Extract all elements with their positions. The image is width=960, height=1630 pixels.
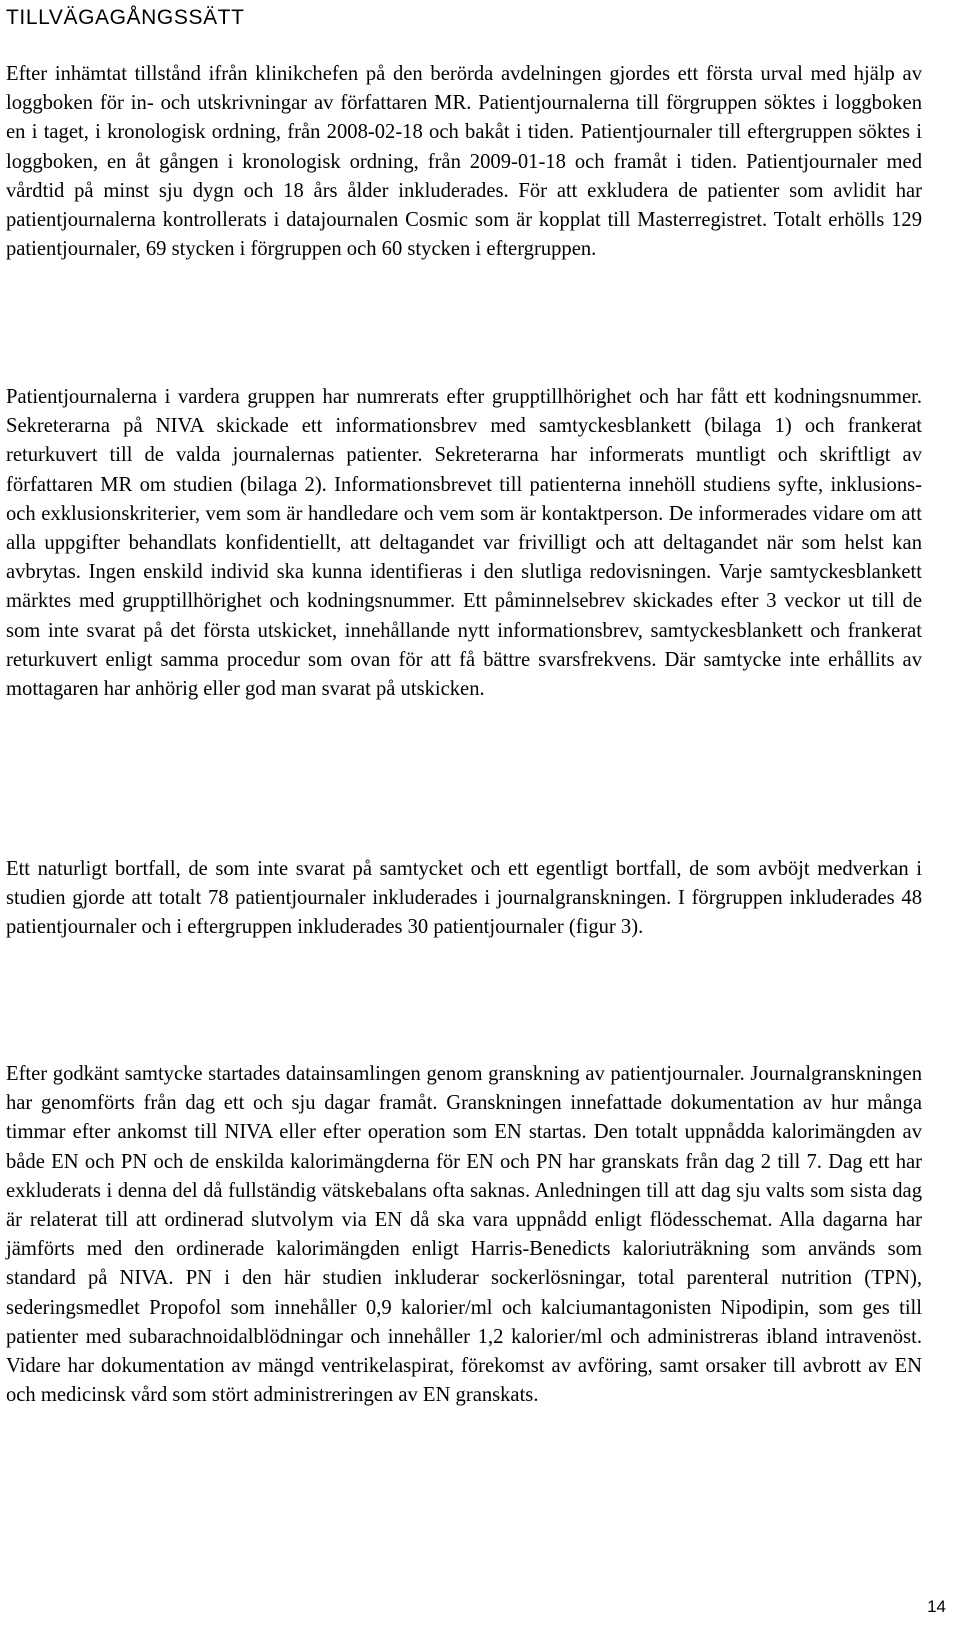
- paragraph-data-collection: Efter godkänt samtycke startades datainsamlingen genom granskning av patientjournaler. Journalgranskningen har genomförts från dag ett och sju dagar framåt. Granskningen innefattade dokumentation av hur många timmar efter ankomst till NIVA eller efter operation som EN startas. Den totalt uppnådda kalorimängden av både EN och PN och de enskilda kalorimängderna för EN och PN har granskats från dag 2 till 7. Dag ett har exkluderats i denna del då fullständig vätskebalans ofta saknas. Anledningen till att dag sju valts som sista dag är relaterat till att ordinerad slutvolym via EN då ska vara uppnådd enligt flödesschemat. Alla dagarna har jämförts med den ordinerade kalorimängden enligt Harris-Benedicts kaloriuträkning som används som standard på NIVA. PN i den här studien inkluderar sockerlösningar, total parenteral nutrition (TPN), sederingsmedlet Propofol som innehåller 0,9 kalorier/ml och kalciumantagonisten Nipodipin, som ges till patienter med subarachnoidalblödningar och innehåller 1,2 kalorier/ml och administreras ibland intravenöst. Vidare har dokumentation av mängd ventrikelaspirat, förekomst av avföring, samt orsaker till avbrott av EN och medicinsk vård som stört administreringen av EN granskats.: [6, 1063, 922, 1407]
- paragraph-dropout: Ett naturligt bortfall, de som inte svarat på samtycket och ett egentligt bortfall, de som avböjt medverkan i studien gjorde att totalt 78 patientjournaler inkluderades i journalgranskningen. I förgruppen inkluderades 48 patientjournaler och i eftergruppen inkluderades 30 patientjournaler (figur 3).: [6, 858, 922, 939]
- paragraph-consent: Patientjournalerna i vardera gruppen har numrerats efter grupptillhörighet och har fått ett kodningsnummer. Sekreterarna på NIVA skickade ett informationsbrev med samtyckesblankett (bilaga 1) och frankerat returkuvert till de valda journalernas patienter. Sekreterarna har informerats muntligt och skriftligt av författaren MR om studien (bilaga 2). Informationsbrevet till patienterna innehöll studiens syfte, inklusions- och exklusionskriterier, vem som är handledare och vem som är kontaktperson. De informerades vidare om att alla uppgifter behandlats konfidentiellt, att deltagandet var frivilligt och att deltagandet när som helst kan avbrytas. Ingen enskild individ ska kunna identifieras i den slutliga redovisningen. Varje samtyckesblankett märktes med grupptillhörighet och kodningsnummer. Ett påminnelsebrev skickades efter 3 veckor ut till de som inte svarat på det första utskicket, innehållande nytt informationsbrev, samtyckesblankett och frankerat returkuvert enligt samma procedur som ovan för att få bättre svarsfrekvens. Där samtycke inte erhållits av mottagaren har anhörig eller god man svarat på utskicken.: [6, 386, 922, 701]
- section-heading: TILLVÄGAGÅNGSSÄTT: [6, 6, 245, 29]
- page-number: 14: [927, 1597, 946, 1616]
- paragraph-selection: Efter inhämtat tillstånd ifrån klinikchefen på den berörda avdelningen gjordes ett första urval med hjälp av loggboken för in- och utskrivningar av författaren MR. Patientjournalerna till förgruppen söktes i loggboken en i taget, i kronologisk ordning, från 2008-02-18 och bakåt i tiden. Patientjournaler till eftergruppen söktes i loggboken, en åt gången i kronologisk ordning, från 2009-01-18 och framåt i tiden. Patientjournaler med vårdtid på minst sju dygn och 18 års ålder inkluderades. För att exkludera de patienter som avlidit har patientjournalerna kontrollerats i datajournalen Cosmic som är kopplat till Masterregistret. Totalt erhölls 129 patientjournaler, 69 stycken i förgruppen och 60 stycken i eftergruppen.: [6, 63, 922, 261]
